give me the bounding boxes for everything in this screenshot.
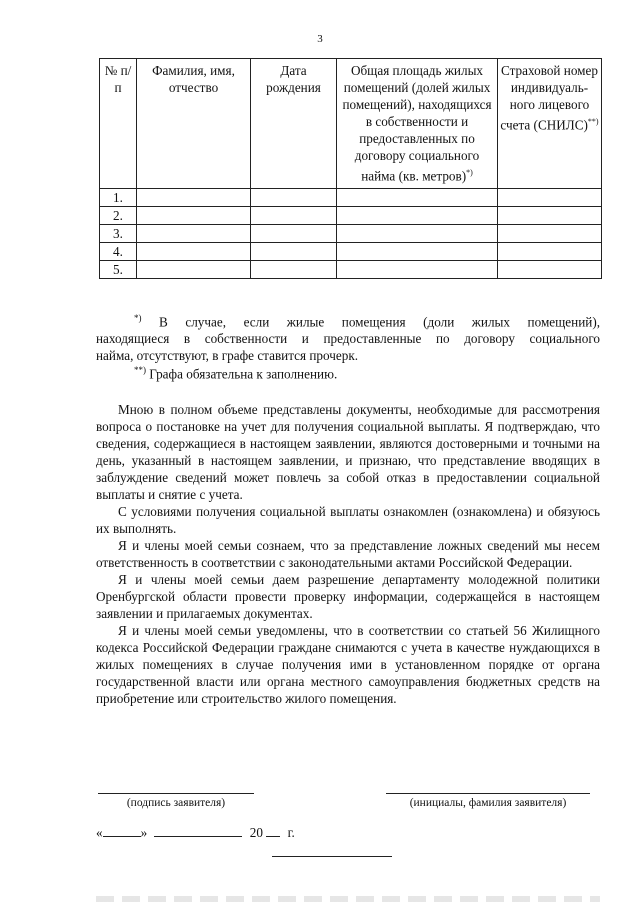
- paragraph-responsibility: Я и члены моей семьи сознаем, что за представление ложных сведений мы несем ответственность в соответствии с законодательными актами Российской Федерации.: [96, 538, 600, 570]
- name-caption: (инициалы, фамилия заявителя): [409, 797, 567, 809]
- paragraph-verification: Я и члены моей семьи даем разрешение департаменту молодежной политики Оренбургской области провести проверку информации, содержащейся в настоящем заявлении и прилагаемых документах.: [96, 572, 600, 621]
- name-cell[interactable]: [137, 207, 251, 225]
- paragraph-conditions: С условиями получения социальной выплаты ознакомлен (ознакомлена) и обязуюсь их выполнять.: [96, 504, 600, 536]
- name-line[interactable]: [386, 793, 590, 794]
- month-field[interactable]: [154, 824, 242, 837]
- area-cell[interactable]: [337, 261, 498, 279]
- day-field[interactable]: [103, 824, 141, 837]
- footnote-mark-2: **): [134, 365, 146, 375]
- birth-date-cell[interactable]: [251, 243, 337, 261]
- row-number: 2.: [100, 207, 137, 225]
- snils-cell[interactable]: [498, 243, 602, 261]
- date-line: « » 20 г.: [96, 825, 295, 840]
- year-field[interactable]: [266, 824, 280, 837]
- header-birth-date: Дата рождения: [251, 59, 337, 189]
- header-living-area: Общая площадь жилых помещений (долей жилых помещений), находящихся в собственности и предоставленных по договору социального найма (кв. метров)*): [337, 59, 498, 189]
- paragraph-notification: Я и члены моей семьи уведомлены, что в соответствии со статьей 56 Жилищного кодекса Российской Федерации граждане снимаются с учета в качестве нуждающихся в жилых помещениях в случае получения ими в установленном порядке от органа государственной власти или органа местного самоуправления бюджетных средств на приобретение или строительство жилого помещения.: [96, 623, 600, 706]
- name-cell[interactable]: [137, 225, 251, 243]
- family-members-table: [99, 58, 602, 279]
- table-row: [100, 261, 602, 279]
- area-cell[interactable]: [337, 207, 498, 225]
- header-snils: Страховой номер индивидуаль-ного лицевого счета (СНИЛС)**): [498, 59, 602, 189]
- area-cell[interactable]: [337, 225, 498, 243]
- footnote-1: *) В случае, если жилые помещения (доли жилых помещений), находящиеся в собственности и предоставленные по договору социального найма, отсутствуют, в графе ставится прочерк.: [96, 313, 601, 364]
- birth-date-cell[interactable]: [251, 189, 337, 207]
- birth-date-cell[interactable]: [251, 261, 337, 279]
- row-number: 4.: [100, 243, 137, 261]
- row-number: 3.: [100, 225, 137, 243]
- snils-cell[interactable]: [498, 189, 602, 207]
- table-row: [100, 225, 602, 243]
- name-cell[interactable]: [137, 261, 251, 279]
- paragraph-documents: Мною в полном объеме представлены документы, необходимые для рассмотрения вопроса о постановке на учет для получения социальной выплаты. Я подтверждаю, что сведения, содержащиеся в настоящем заявлении, являются достоверными и точными на день, указанный в настоящем заявлении, и признаю, что представление вводящих в заблуждение сведений может повлечь за собой отказ в предоставлении социальной выплаты и снятие с учета.: [96, 402, 600, 502]
- area-cell[interactable]: [337, 243, 498, 261]
- page-number: 3: [317, 33, 323, 45]
- table-row: [100, 207, 602, 225]
- birth-date-cell[interactable]: [251, 207, 337, 225]
- row-number: 1.: [100, 189, 137, 207]
- table-header-row: [100, 59, 602, 189]
- declaration-text: [96, 401, 600, 707]
- signature-caption: (подпись заявителя): [126, 797, 226, 809]
- header-number: № п/п: [100, 59, 137, 189]
- signature-line[interactable]: [98, 793, 254, 794]
- table-row: [100, 189, 602, 207]
- bleed-through-text: [96, 896, 600, 902]
- snils-cell[interactable]: [498, 225, 602, 243]
- table-row: [100, 243, 602, 261]
- name-cell[interactable]: [137, 243, 251, 261]
- area-cell[interactable]: [337, 189, 498, 207]
- row-number: 5.: [100, 261, 137, 279]
- birth-date-cell[interactable]: [251, 225, 337, 243]
- snils-cell[interactable]: [498, 261, 602, 279]
- footnote-mark-1: *): [134, 313, 142, 323]
- header-full-name: Фамилия, имя, отчество: [137, 59, 251, 189]
- name-cell[interactable]: [137, 189, 251, 207]
- footnote-2: **) Графа обязательна к заполнению.: [134, 365, 338, 382]
- bottom-divider: [272, 856, 392, 857]
- snils-cell[interactable]: [498, 207, 602, 225]
